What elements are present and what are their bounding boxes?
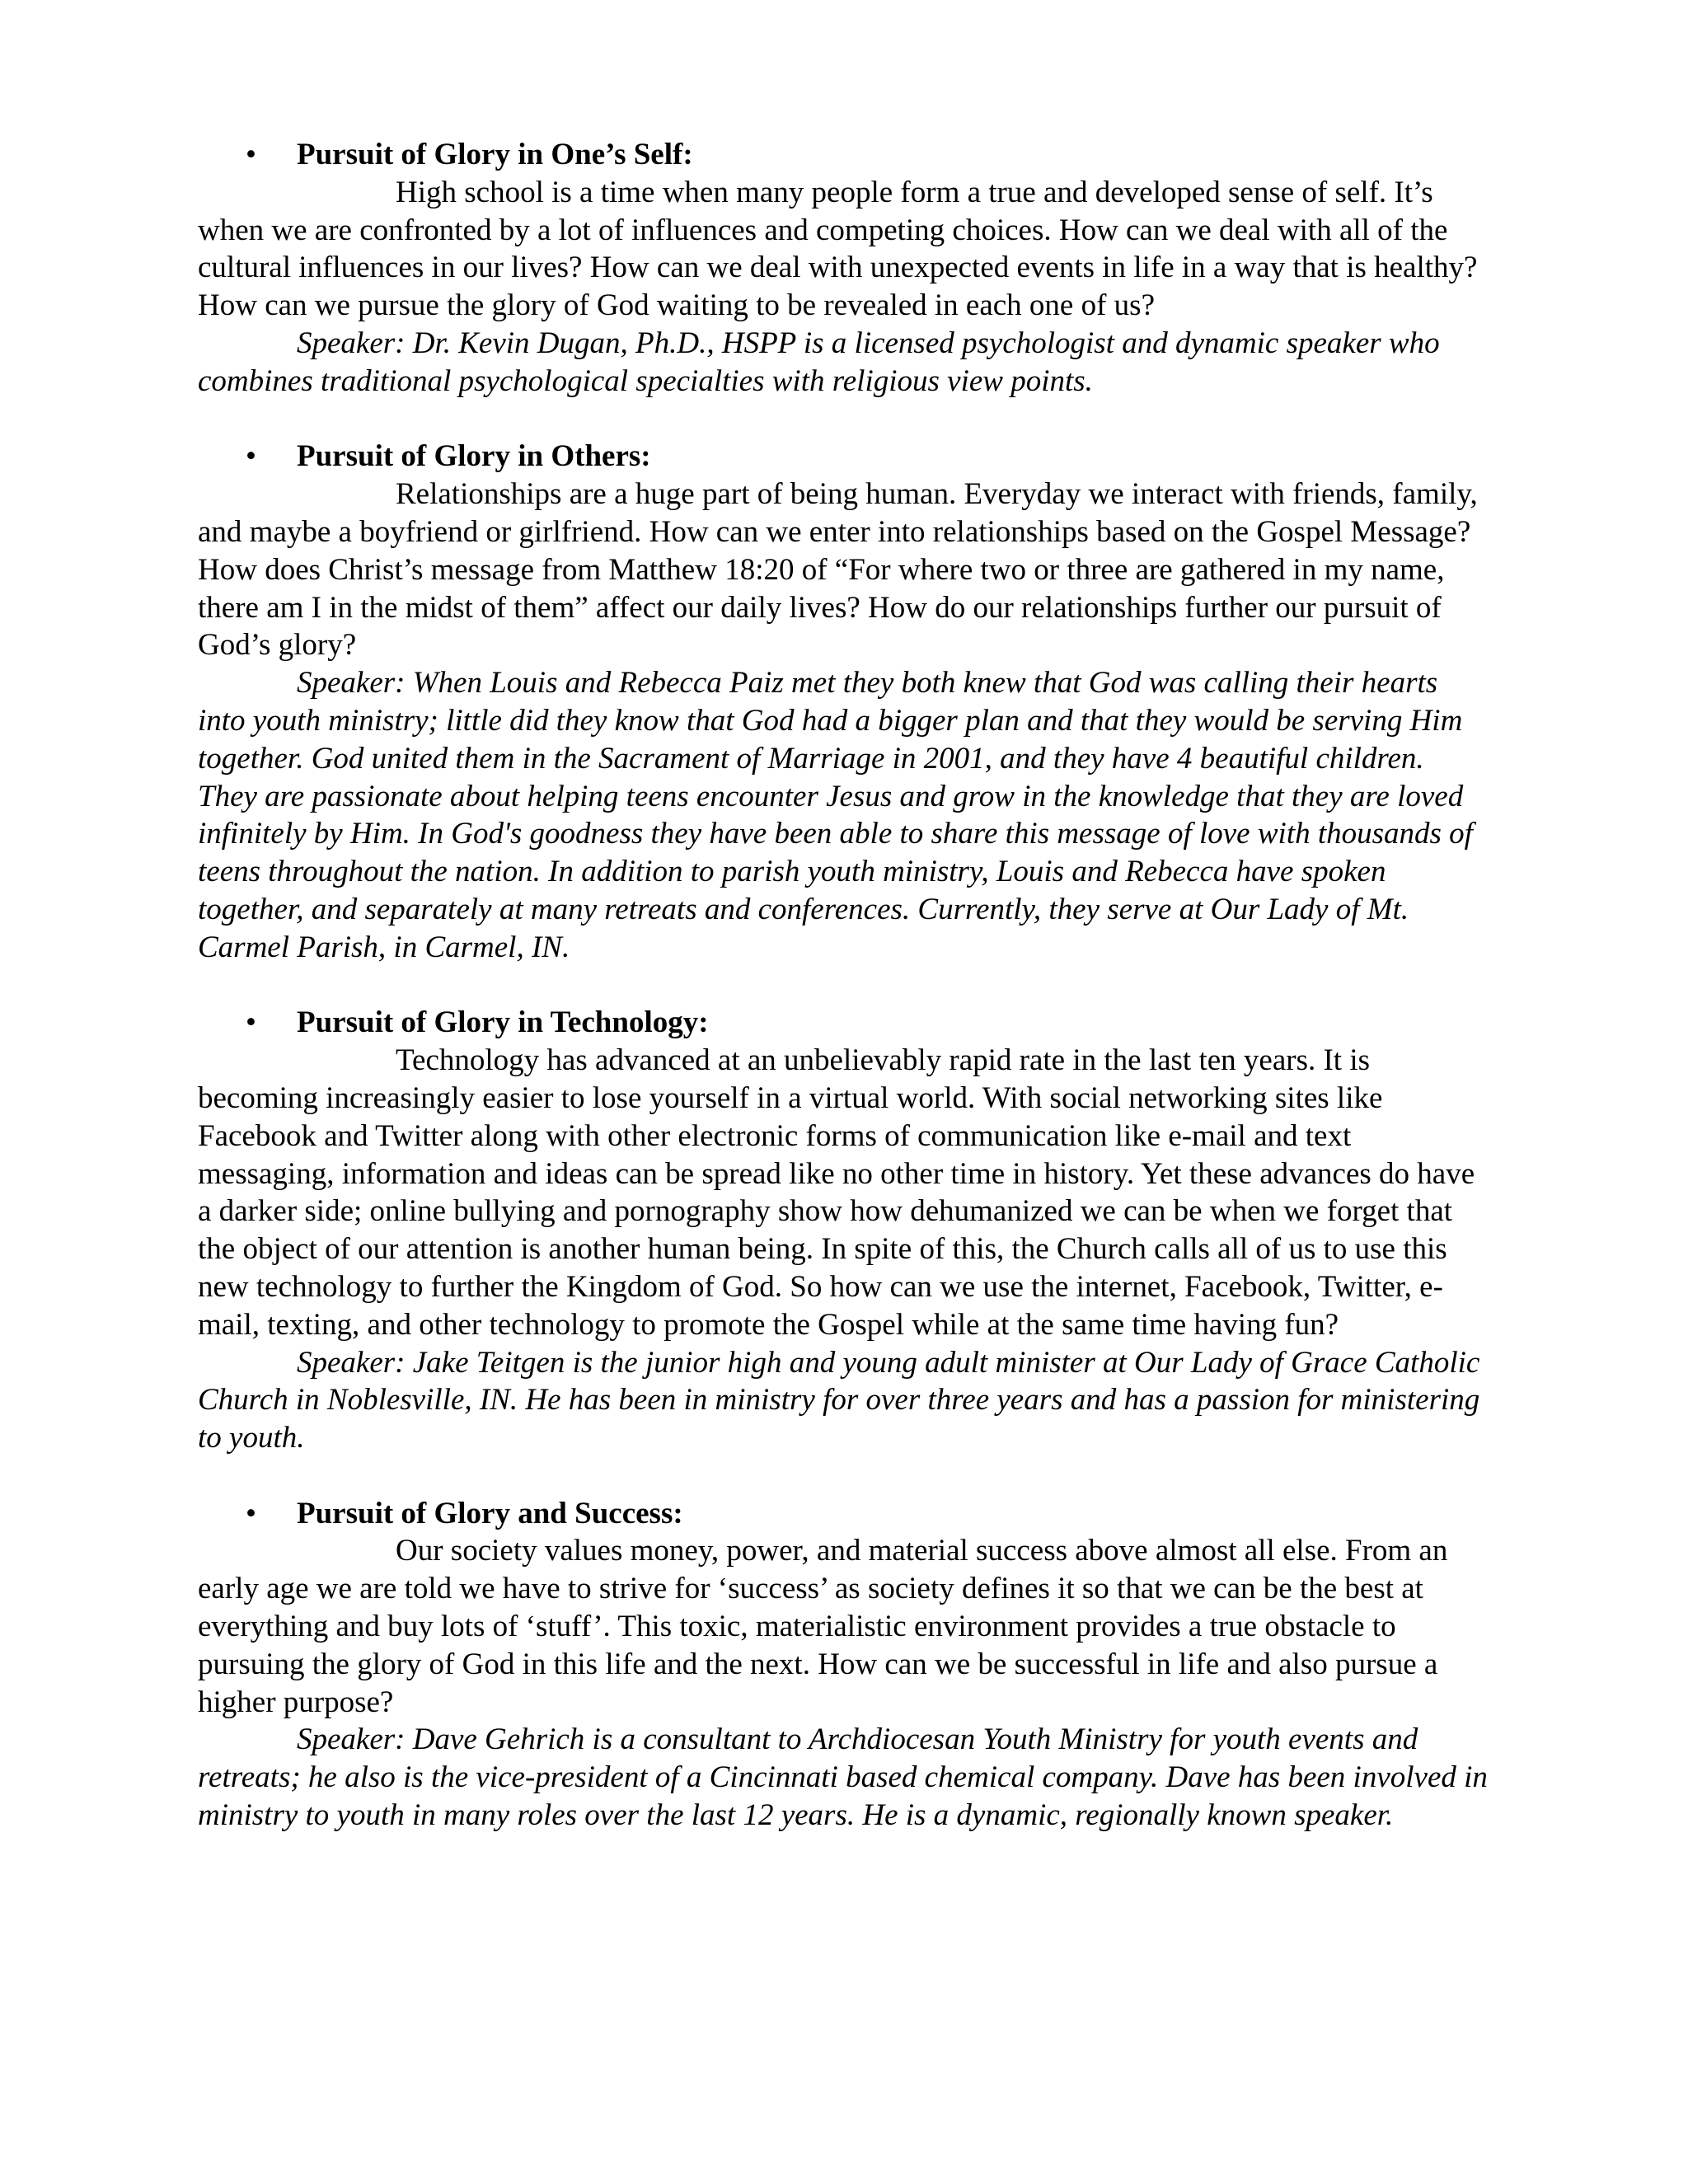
section-heading (198, 1004, 1488, 1042)
section-heading (198, 1495, 1488, 1533)
section-others (198, 438, 1488, 966)
section-heading-text: Pursuit of Glory in Others: (297, 439, 651, 474)
section-heading-text: Pursuit of Glory in Technology: (297, 1005, 709, 1040)
section-heading (198, 136, 1488, 174)
bullet-icon: • (246, 138, 256, 171)
section-description: Technology has advanced at an unbelievably rapid rate in the last ten years. It is becoming increasingly easier to lose yourself in a virtual world. With social networking sites like Facebook and Twitter along with other electronic forms of communication like e-mail and text messaging, information and ideas can be spread like no other time in history. Yet these advances do have a darker side; online bullying and pornography show how dehumanized we can be when we forget that the object of our attention is another human being. In spite of this, the Church calls all of us to use this new technology to further the Kingdom of God. So how can we use the internet, Facebook, Twitter, e-mail, texting, and other technology to promote the Gospel while at the same time having fun? (198, 1043, 1475, 1342)
bullet-icon: • (246, 1005, 256, 1040)
section-success (198, 1495, 1488, 1835)
bullet-icon: • (246, 1496, 256, 1530)
bullet-icon: • (246, 439, 256, 474)
speaker-bio: Speaker: When Louis and Rebecca Paiz met they both knew that God was calling their hearts into youth ministry; little did they know that God had a bigger plan and that they would be serving Him together. God united them in the Sacrament of Marriage in 2001, and they have 4 beautiful children. They are passionate about helping teens encounter Jesus and grow in the knowledge that they are loved infinitely by Him. In God's goodness they have been able to share this message of love with thousands of teens throughout the nation. In addition to parish youth ministry, Louis and Rebecca have spoken together, and separately at many retreats and conferences. Currently, they serve at Our Lady of Mt. Carmel Parish, in Carmel, IN. (198, 666, 1473, 964)
section-heading-text: Pursuit of Glory and Success: (297, 1496, 683, 1530)
speaker-bio: Speaker: Dave Gehrich is a consultant to Archdiocesan Youth Ministry for youth events and retreats; he also is the vice-president of a Cincinnati based chemical company. Dave has been involved in ministry to youth in many roles over the last 12 years. He is a dynamic, regionally known speaker. (198, 1722, 1488, 1833)
section-description: Our society values money, power, and material success above almost all else. From an early age we are told we have to strive for ‘success’ as society defines it so that we can be the best at everything and buy lots of ‘stuff’. This toxic, materialistic environment provides a true obstacle to pursuing the glory of God in this life and the next. How can we be successful in life and also pursue a higher purpose? (198, 1534, 1448, 1719)
section-description: Relationships are a huge part of being human. Everyday we interact with friends, family, and maybe a boyfriend or girlfriend. How can we enter into relationships based on the Gospel Message? How does Christ’s message from Matthew 18:20 of “For where two or three are gathered in my name, there am I in the midst of them” affect our daily lives? How do our relationships further our pursuit of God’s glory? (198, 477, 1478, 663)
section-heading-text: Pursuit of Glory in One’s Self: (297, 138, 693, 171)
section-heading (198, 438, 1488, 476)
section-technology (198, 1004, 1488, 1457)
speaker-bio: Speaker: Dr. Kevin Dugan, Ph.D., HSPP is a licensed psychologist and dynamic speaker who combines traditional psychological specialties with religious view points. (198, 326, 1440, 398)
document-page (198, 136, 1488, 1872)
section-description: High school is a time when many people form a true and developed sense of self. It’s when we are confronted by a lot of influences and competing choices. How can we deal with all of the cultural influences in our lives? How can we deal with unexpected events in life in a way that is healthy? How can we pursue the glory of God waiting to be revealed in each one of us? (198, 175, 1478, 323)
section-self (198, 136, 1488, 401)
speaker-bio: Speaker: Jake Teitgen is the junior high and young adult minister at Our Lady of Grace Catholic Church in Noblesville, IN. He has been in ministry for over three years and has a passion for ministering to youth. (198, 1345, 1480, 1455)
